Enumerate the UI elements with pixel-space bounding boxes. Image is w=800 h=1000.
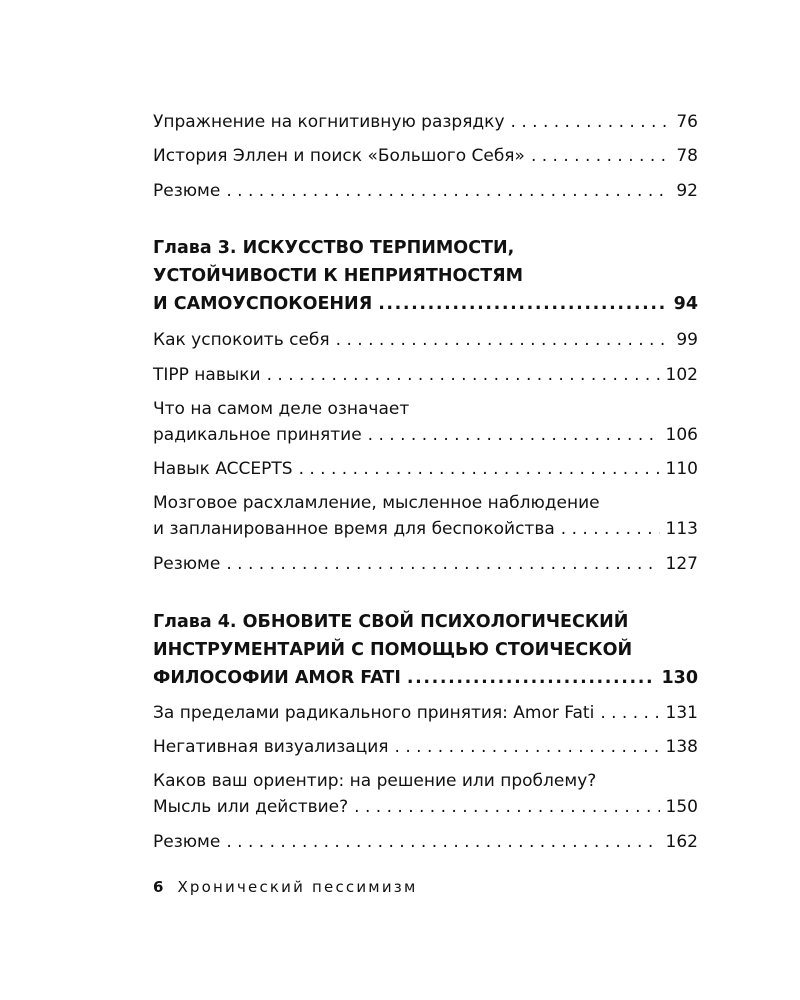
toc-entry-page: 162 — [665, 832, 698, 852]
chapter-heading-line: Глава 4. ОБНОВИТЕ СВОЙ ПСИХОЛОГИЧЕСКИЙ — [153, 612, 629, 632]
toc-entry-page: 78 — [676, 146, 698, 166]
page-footer — [153, 878, 417, 896]
chapter-heading-line: ФИЛОСОФИИ AMOR FATI ..... 130 — [153, 664, 698, 692]
dot-leader — [226, 829, 659, 855]
toc-entry-title-line: Мозговое расхламление, мысленное наблюдение — [153, 493, 600, 513]
toc-entry-title: и запланированное время для беспокойства — [153, 519, 555, 539]
toc-entry-title: Негативная визуализация — [153, 737, 389, 757]
toc-entry-page: 131 — [665, 703, 698, 723]
running-title: Хронический пессимизм — [177, 878, 418, 896]
toc-entry-page: 110 — [665, 459, 698, 479]
toc-entry[interactable] — [153, 734, 698, 760]
toc-entry[interactable] — [153, 700, 698, 726]
dot-leader — [226, 551, 659, 577]
toc-entry-title: История Эллен и поиск «Большого Себя» — [153, 146, 525, 166]
dot-leader — [226, 178, 670, 204]
dot-leader — [336, 327, 671, 353]
chapter-heading-line: И САМОУСПОКОЕНИЯ ..... 94 — [153, 290, 698, 318]
chapter-page: 94 — [673, 294, 698, 314]
page-number: 6 — [153, 878, 164, 896]
toc-entry[interactable] — [153, 109, 698, 135]
toc-entry[interactable] — [153, 829, 698, 855]
dot-leader — [407, 664, 656, 692]
dot-leader — [267, 362, 660, 388]
toc-entry-title: Мысль или действие? — [153, 797, 349, 817]
chapter-heading[interactable] — [153, 608, 698, 692]
toc-entry-page: 138 — [665, 737, 698, 757]
toc-entry-title: Упражнение на когнитивную разрядку — [153, 112, 505, 132]
toc-entry-title: Навык ACCEPTS — [153, 459, 293, 479]
toc-entry-page: 99 — [676, 330, 698, 350]
toc-entry-title: радикальное принятие — [153, 425, 362, 445]
toc-entry[interactable] — [153, 768, 698, 820]
toc-entry-title: TIPP навыки — [153, 365, 261, 385]
toc-entry-page: 92 — [676, 181, 698, 201]
dot-leader — [561, 516, 660, 542]
dot-leader — [354, 794, 659, 820]
dot-leader — [368, 422, 660, 448]
toc-entry[interactable] — [153, 490, 698, 542]
chapter-heading-line: ИНСТРУМЕНТАРИЙ С ПОМОЩЬЮ СТОИЧЕСКОЙ — [153, 640, 633, 660]
dot-leader — [378, 290, 667, 318]
chapter-heading[interactable] — [153, 234, 698, 318]
dot-leader — [511, 109, 671, 135]
toc-entry-page: 106 — [665, 425, 698, 445]
toc-entry-title-line: Каков ваш ориентир: на решение или проблему? — [153, 771, 597, 791]
chapter-heading-line: Глава 3. ИСКУССТВО ТЕРПИМОСТИ, — [153, 238, 515, 258]
toc-entry-page: 127 — [665, 554, 698, 574]
toc-entry-page: 150 — [665, 797, 698, 817]
dot-leader — [395, 734, 660, 760]
toc-entry-page: 113 — [665, 519, 698, 539]
toc-entry-page: 102 — [665, 365, 698, 385]
dot-leader — [600, 700, 659, 726]
toc-entry-page: 76 — [676, 112, 698, 132]
toc-entry-title: Резюме — [153, 554, 221, 574]
toc-entry[interactable] — [153, 362, 698, 388]
chapter-page: 130 — [661, 668, 698, 688]
toc-entry-title: Резюме — [153, 832, 221, 852]
toc-entry-title: За пределами радикального принятия: Amor Fati — [153, 703, 595, 723]
toc-entry-title: Как успокоить себя — [153, 330, 330, 350]
toc-entry[interactable] — [153, 396, 698, 448]
dot-leader — [531, 143, 670, 169]
toc-entry[interactable] — [153, 178, 698, 204]
toc-entry[interactable] — [153, 551, 698, 577]
toc-entry[interactable] — [153, 327, 698, 353]
chapter-heading-line: УСТОЙЧИВОСТИ К НЕПРИЯТНОСТЯМ — [153, 266, 524, 286]
toc-entry-title: Резюме — [153, 181, 221, 201]
dot-leader — [299, 456, 660, 482]
toc-entry[interactable] — [153, 456, 698, 482]
toc-entry[interactable] — [153, 143, 698, 169]
toc-entry-title-line: Что на самом деле означает — [153, 399, 410, 419]
